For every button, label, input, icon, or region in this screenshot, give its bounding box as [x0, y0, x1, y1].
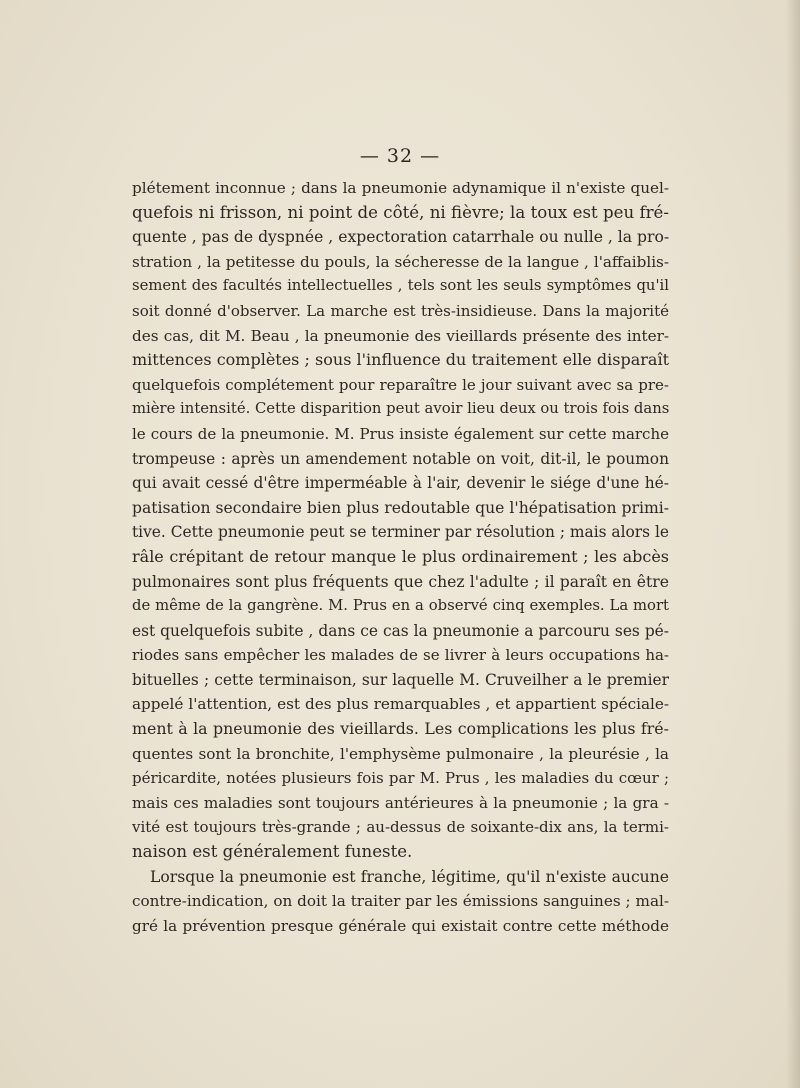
- text-line: quelquefois complétement pour reparaître le jour suivant avec sa pre-: [132, 375, 669, 394]
- text-line: sement des facultés intellectuelles , tels sont les seuls symptômes qu'il: [132, 277, 669, 295]
- text-line: quefois ni frisson, ni point de côté, ni fièvre; la toux est peu fré-: [132, 202, 669, 222]
- text-line: trompeuse : après un amendement notable on voit, dit-il, le poumon: [132, 449, 669, 468]
- text-line: Lorsque la pneumonie est franche, légitime, qu'il n'existe aucune: [150, 867, 669, 886]
- text-line: bituelles ; cette terminaison, sur laquelle M. Cruveilher a le premier: [132, 670, 669, 689]
- body-text: [132, 176, 669, 938]
- text-line: naison est généralement funeste.: [132, 842, 413, 862]
- text-line: mais ces maladies sont toujours antérieures à la pneumonie ; la gra -: [132, 793, 669, 812]
- text-line: mittences complètes ; sous l'influence du traitement elle disparaît: [132, 350, 669, 370]
- text-line: appelé l'attention, est des plus remarquables , et appartient spéciale-: [132, 695, 669, 714]
- text-line: stration , la petitesse du pouls, la sécheresse de la langue , l'affaiblis-: [132, 252, 669, 271]
- text-line: râle crépitant de retour manque le plus ordinairement ; les abcès: [132, 546, 669, 566]
- text-line: plétement inconnue ; dans la pneumonie adynamique il n'existe quel-: [132, 179, 669, 197]
- text-line: mière intensité. Cette disparition peut avoir lieu deux ou trois fois dans: [132, 400, 669, 418]
- page-number: — 32 —: [359, 145, 441, 167]
- text-line: le cours de la pneumonie. M. Prus insiste également sur cette marche: [132, 424, 669, 443]
- text-line: quentes sont la bronchite, l'emphysème pulmonaire , la pleurésie , la: [132, 744, 669, 763]
- text-line: de même de la gangrène. M. Prus en a observé cinq exemples. La mort: [132, 597, 669, 615]
- text-line: péricardite, notées plusieurs fois par M. Prus , les maladies du cœur ;: [132, 769, 669, 788]
- text-line: qui avait cessé d'être imperméable à l'air, devenir le siége d'une hé-: [132, 474, 669, 493]
- text-line: pulmonaires sont plus fréquents que chez l'adulte ; il paraît en être: [132, 572, 669, 591]
- text-line: contre-indication, on doit la traiter par les émissions sanguines ; mal-: [132, 892, 669, 911]
- text-line: quente , pas de dyspnée , expectoration catarrhale ou nulle , la pro-: [132, 228, 669, 247]
- text-line: tive. Cette pneumonie peut se terminer par résolution ; mais alors le: [132, 523, 669, 542]
- text-line: des cas, dit M. Beau , la pneumonie des vieillards présente des inter-: [132, 326, 669, 345]
- text-line: est quelquefois subite , dans ce cas la pneumonie a parcouru ses pé-: [132, 621, 669, 640]
- text-line: patisation secondaire bien plus redoutable que l'hépatisation primi-: [132, 498, 669, 517]
- text-line: vité est toujours très-grande ; au-dessus de soixante-dix ans, la termi-: [132, 818, 669, 837]
- text-line: riodes sans empêcher les malades de se livrer à leurs occupations ha-: [132, 646, 669, 665]
- text-line: soit donné d'observer. La marche est très-insidieuse. Dans la majorité: [132, 301, 669, 320]
- text-line: ment à la pneumonie des vieillards. Les complications les plus fré-: [132, 719, 669, 739]
- text-line: gré la prévention presque générale qui existait contre cette méthode: [132, 916, 669, 935]
